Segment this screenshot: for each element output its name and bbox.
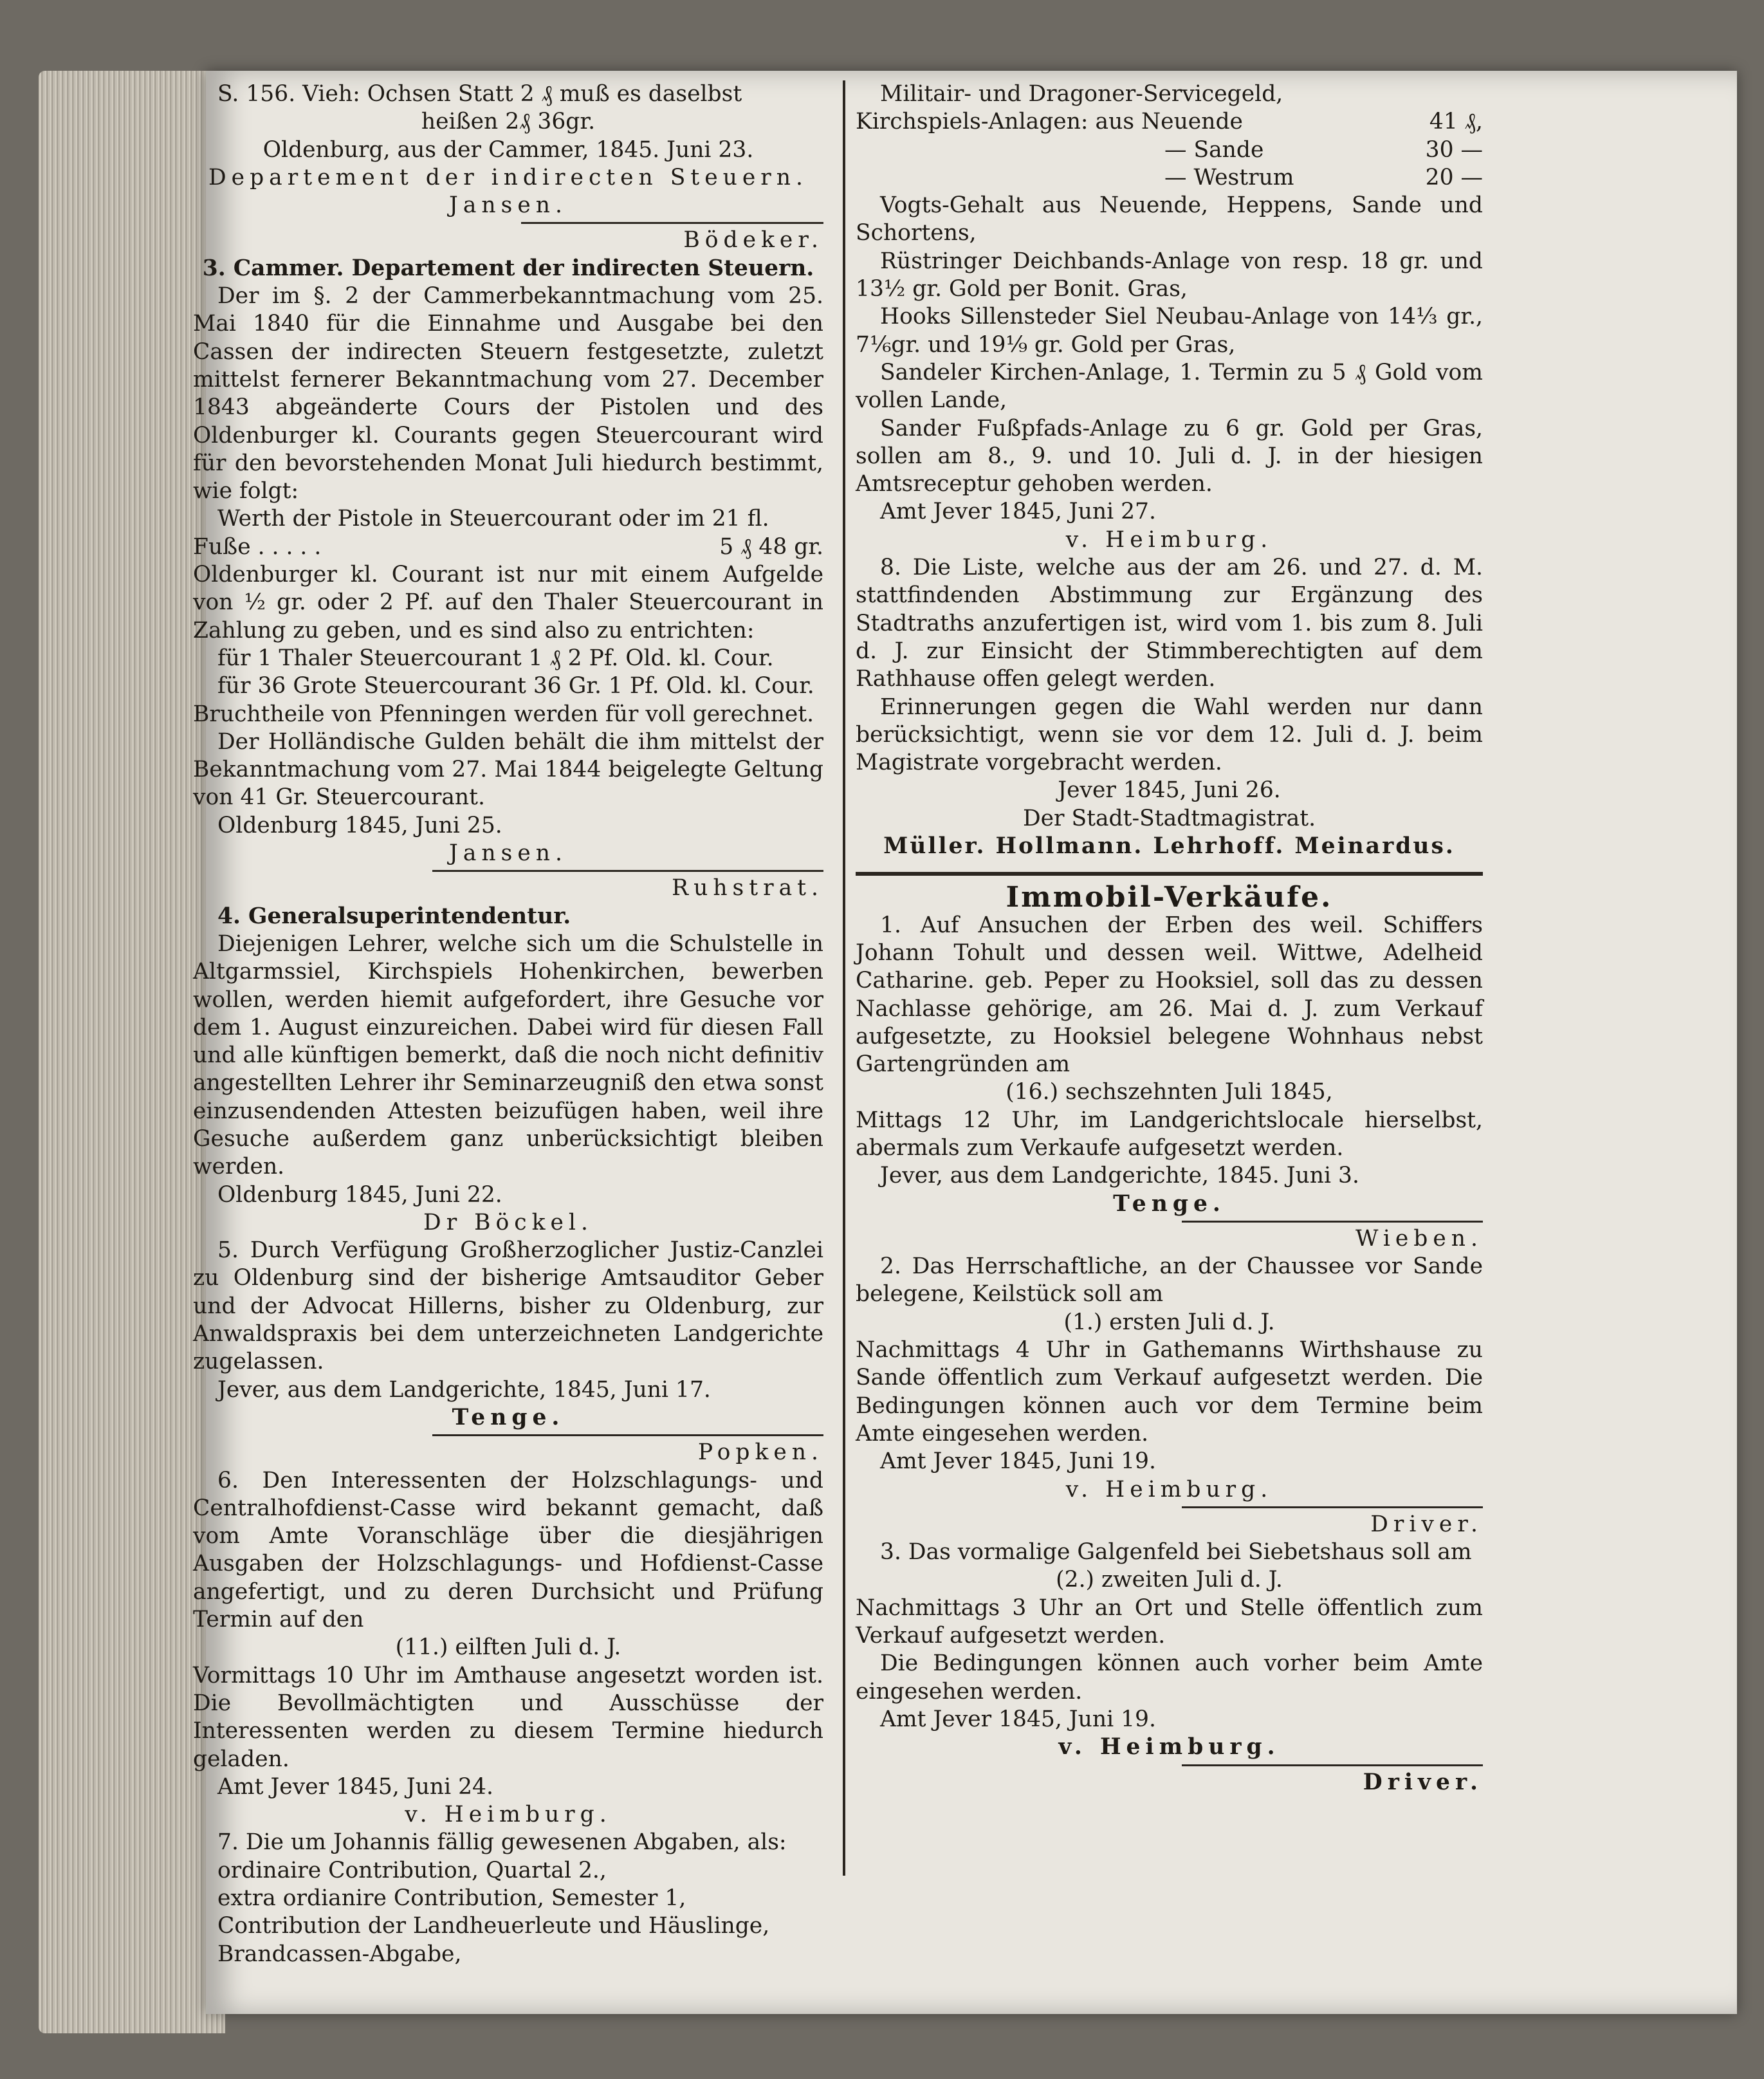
kirchspiel-value-neuende: 41 ₰, — [1429, 109, 1483, 135]
ruestringer-anlage: Rüstringer Deichbands-Anlage von resp. 18 gr. und 13½ gr. Gold per Bonit. Gras, — [856, 248, 1483, 302]
section-rule — [856, 872, 1483, 876]
notice-6-body-2: Vormittags 10 Uhr im Amthause angesetzt worden ist. Die Bevollmächtigten und Ausschüsse der Interessenten werden zu diesem Termine hiedurch geladen. — [193, 1662, 823, 1772]
notice-8-signatures: Müller. Hollmann. Lehrhoff. Meinardus. — [883, 833, 1455, 860]
right-column — [856, 80, 1483, 1797]
immobil-1-body-2: Mittags 12 Uhr, im Landgerichtslocale hierselbst, abermals zum Verkaufe aufgesetzt werden. — [856, 1107, 1483, 1161]
notice-6-date: Amt Jever 1845, Juni 24. — [217, 1773, 493, 1800]
s156-signature-2: Bödeker. — [683, 227, 823, 254]
s156-place-date: Oldenburg, aus der Cammer, 1845. Juni 23. — [262, 136, 754, 163]
notice-5-signature-1: Tenge. — [452, 1404, 565, 1430]
immobil-1-body: 1. Auf Ansuchen der Erben des weil. Schiffers Johann Tohult und dessen weil. Wittwe, Adelheid Catharine. geb. Peper zu Hooksiel, soll das zu dessen Nachlasse gehörige, am 26. Mai d. J. zum Verkauf aufgesetzte, zu Hooksiel belegene Wohnhaus nebst Gartengründen am — [856, 912, 1483, 1078]
notice-3-fusse-row — [193, 533, 823, 561]
immobil-3-signature-1: v. Heimburg. — [1058, 1734, 1280, 1760]
notice-7-line-4: Contribution der Landheuerleute und Häuslinge, — [217, 1913, 770, 1939]
vogts-gehalt: Vogts-Gehalt aus Neuende, Heppens, Sande und Schortens, — [856, 192, 1483, 246]
kirchspiel-value-westrum: 20 — — [1425, 164, 1483, 190]
rule — [521, 222, 823, 224]
notice-7-line-2: ordinaire Contribution, Quartal 2., — [217, 1857, 607, 1883]
notice-3-body: Der im §. 2 der Cammerbekanntmachung vom 25. Mai 1840 für die Einnahme und Ausgabe bei den Cassen der indirecten Steuern festgesetzte, zuletzt mittelst fernerer Bekanntmachung vom 27. December 1843 abgeänderte Cours der Pistolen und des Oldenburger kl. Courants gegen Steuercourant wird für den bevorstehenden Monat Juli hiedurch bestimmt, wie folgt: — [193, 283, 823, 504]
notice-6-termin: (11.) eilften Juli d. J. — [395, 1634, 621, 1661]
s156-signature-1: Jansen. — [449, 192, 567, 219]
s156-line2: heißen 2₰ 36gr. — [421, 109, 596, 135]
immobil-3-signature-2: Driver. — [1363, 1769, 1483, 1795]
notice-3-title: 3. Cammer. Departement der indirecten Steuern. — [202, 255, 814, 281]
notice-3-body-3: Der Holländische Gulden behält die ihm mittelst der Bekanntmachung vom 27. Mai 1844 beigelegte Geltung von 41 Gr. Steuercourant. — [193, 728, 823, 811]
notice-3-signature-1: Jansen. — [449, 840, 567, 867]
immobil-heading: Immobil-Verkäufe. — [1006, 881, 1333, 914]
notice-7-line-3: extra ordianire Contribution, Semester 1, — [217, 1885, 686, 1911]
notice-3-list-2: für 36 Grote Steuercourant 36 Gr. 1 Pf. Old. kl. Cour. — [217, 673, 814, 699]
immobil-3-body-2: Nachmittags 3 Uhr an Ort und Stelle öffentlich zum Verkauf aufgesetzt werden. — [856, 1594, 1483, 1649]
immobil-2-termin: (1.) ersten Juli d. J. — [1063, 1309, 1275, 1335]
immobil-2-signature-2: Driver. — [1370, 1511, 1483, 1537]
immobil-1-date: Jever, aus dem Landgerichte, 1845. Juni 3. — [880, 1163, 1359, 1189]
notice-3-list-3: Bruchtheile von Pfenningen werden für voll gerechnet. — [193, 701, 814, 727]
notice-8-organization: Der Stadt-Stadtmagistrat. — [1022, 805, 1316, 831]
immobil-3-date: Amt Jever 1845, Juni 19. — [880, 1706, 1156, 1732]
immobil-2-body: 2. Das Herrschaftliche, an der Chaussee vor Sande belegene, Keilstück soll am — [856, 1253, 1483, 1307]
kirchspiel-label-sande: — Sande — [1164, 136, 1264, 163]
sandeler-anlage: Sandeler Kirchen-Anlage, 1. Termin zu 5 ₰ Gold vom vollen Lande, — [856, 359, 1483, 414]
kirchspiel-row-neuende — [856, 108, 1483, 136]
notice-7-line-5: Brandcassen-Abgabe, — [217, 1941, 462, 1967]
notice-3-list-1: für 1 Thaler Steuercourant 1 ₰ 2 Pf. Old. kl. Cour. — [217, 645, 774, 671]
rule — [1182, 1506, 1483, 1508]
left-column — [193, 80, 823, 1968]
notice-4-body: Diejenigen Lehrer, welche sich um die Schulstelle in Altgarmssiel, Kirchspiels Hohenkirchen, bewerben wollen, werden hiemit aufgefordert, ihre Gesuche vor dem 1. August einzureichen. Dabei wird für diesen Fall und alle künftigen bemerkt, daß die noch nicht definitiv angestellten Lehrer ihr Seminarzeugniß den etwa sonst einzusendenden Attesten beizufügen haben, weil ihre Gesuche außerdem ganz unberücksichtigt bleiben werden. — [193, 930, 823, 1180]
kirchspiel-row-sande — [856, 136, 1483, 164]
notice-8-body: 8. Die Liste, welche aus der am 26. und 27. d. M. stattfindenden Abstimmung zur Ergänzung des Stadtraths anzufertigen ist, wird vom 1. bis zum 8. Juli d. J. zur Einsicht der Stimmberechtigten auf dem Rathhause offen gelegt werden. — [856, 555, 1483, 692]
immobil-2-signature-1: v. Heimburg. — [1065, 1476, 1273, 1502]
notice-3-fusse: Fuße . . . . . — [193, 533, 322, 560]
notice-7-signature: v. Heimburg. — [1065, 526, 1273, 553]
notice-3-body-2: Oldenburger kl. Courant ist nur mit einem Aufgelde von ½ gr. oder 2 Pf. auf den Thaler Steuercourant in Zahlung zu geben, und es sind also zu entrichten: — [193, 562, 823, 643]
notice-7-line-1: 7. Die um Johannis fällig gewesenen Abgaben, als: — [217, 1829, 787, 1856]
immobil-2-body-2: Nachmittags 4 Uhr in Gathemanns Wirthshause zu Sande öffentlich zum Verkauf aufgesetzt werden. Die Bedingungen können auch vor dem Termine beim Amte eingesehen werden. — [856, 1337, 1483, 1446]
immobil-1-termin: (16.) sechszehnten Juli 1845, — [1006, 1079, 1333, 1105]
kirchspiel-label: Kirchspiels-Anlagen: aus Neuende — [856, 109, 1243, 135]
rule — [432, 870, 823, 872]
notice-4-date: Oldenburg 1845, Juni 22. — [217, 1181, 502, 1208]
notice-7-date: Amt Jever 1845, Juni 27. — [880, 499, 1156, 525]
kirchspiel-value-sande: 30 — — [1425, 136, 1483, 163]
kirchspiel-row-westrum — [856, 164, 1483, 192]
immobil-1-signature-1: Tenge. — [1113, 1190, 1226, 1217]
notice-4-signature: Dr Böckel. — [423, 1209, 593, 1235]
sander-anlage: Sander Fußpfads-Anlage zu 6 gr. Gold per Gras, sollen am 8., 9. und 10. Juli d. J. in der hiesigen Amtsreceptur gehoben werden. — [856, 415, 1483, 497]
immobil-3-termin: (2.) zweiten Juli d. J. — [1056, 1567, 1283, 1593]
immobil-2-date: Amt Jever 1845, Juni 19. — [880, 1448, 1156, 1475]
notice-3-signature-2: Ruhstrat. — [672, 875, 823, 901]
notice-4-title: 4. Generalsuperintendentur. — [217, 903, 571, 929]
column-divider — [843, 80, 845, 1876]
notice-8-date: Jever 1845, Juni 26. — [1058, 777, 1281, 804]
notice-5-signature-2: Popken. — [697, 1439, 823, 1466]
notice-7-cont-line-1: Militair- und Dragoner-Servicegeld, — [880, 81, 1283, 107]
rule — [1182, 1221, 1483, 1223]
immobil-1-signature-2: Wieben. — [1355, 1225, 1483, 1252]
rule — [432, 1434, 823, 1436]
notice-6-signature: v. Heimburg. — [405, 1802, 612, 1828]
s156-department: Departement der indirecten Steuern. — [208, 164, 808, 190]
notice-3-fusse-value: 5 ₰ 48 gr. — [719, 533, 823, 560]
immobil-3-body-3: Die Bedingungen können auch vorher beim Amte eingesehen werden. — [856, 1650, 1483, 1705]
kirchspiel-label-westrum: — Westrum — [1164, 164, 1294, 190]
immobil-3-body: 3. Das vormalige Galgenfeld bei Siebetshaus soll am — [880, 1539, 1472, 1566]
notice-6-body: 6. Den Interessenten der Holzschlagungs- und Centralhofdienst-Casse wird bekannt gemacht, daß vom Amte Voranschläge über die diesjährigen Ausgaben der Holzschlagungs- und Hofdienst-Casse angefertigt, und zu deren Durchsicht und Prüfung Termin auf den — [193, 1467, 823, 1633]
hooks-anlage: Hooks Sillensteder Siel Neubau-Anlage von 14⅓ gr., 7⅙gr. und 19⅑ gr. Gold per Gras, — [856, 304, 1483, 358]
notice-8-body-2: Erinnerungen gegen die Wahl werden nur dann berücksichtigt, wenn sie vor dem 12. Juli d. J. beim Magistrate vorgebracht werden. — [856, 694, 1483, 776]
notice-3-werth: Werth der Pistole in Steuercourant oder im 21 fl. — [217, 506, 769, 532]
rule — [1182, 1764, 1483, 1766]
notice-5-body: 5. Durch Verfügung Großherzoglicher Justiz-Canzlei zu Oldenburg sind der bisherige Amtsauditor Geber und der Advocat Hillerns, bisher zu Oldenburg, zur Anwaldspraxis bei dem unterzeichneten Landgerichte zugelassen. — [193, 1237, 823, 1375]
notice-5-date: Jever, aus dem Landgerichte, 1845, Juni 17. — [217, 1376, 711, 1403]
notice-3-date: Oldenburg 1845, Juni 25. — [217, 812, 502, 838]
s156-line1: S. 156. Vieh: Ochsen Statt 2 ₰ muß es daselbst — [217, 81, 742, 107]
